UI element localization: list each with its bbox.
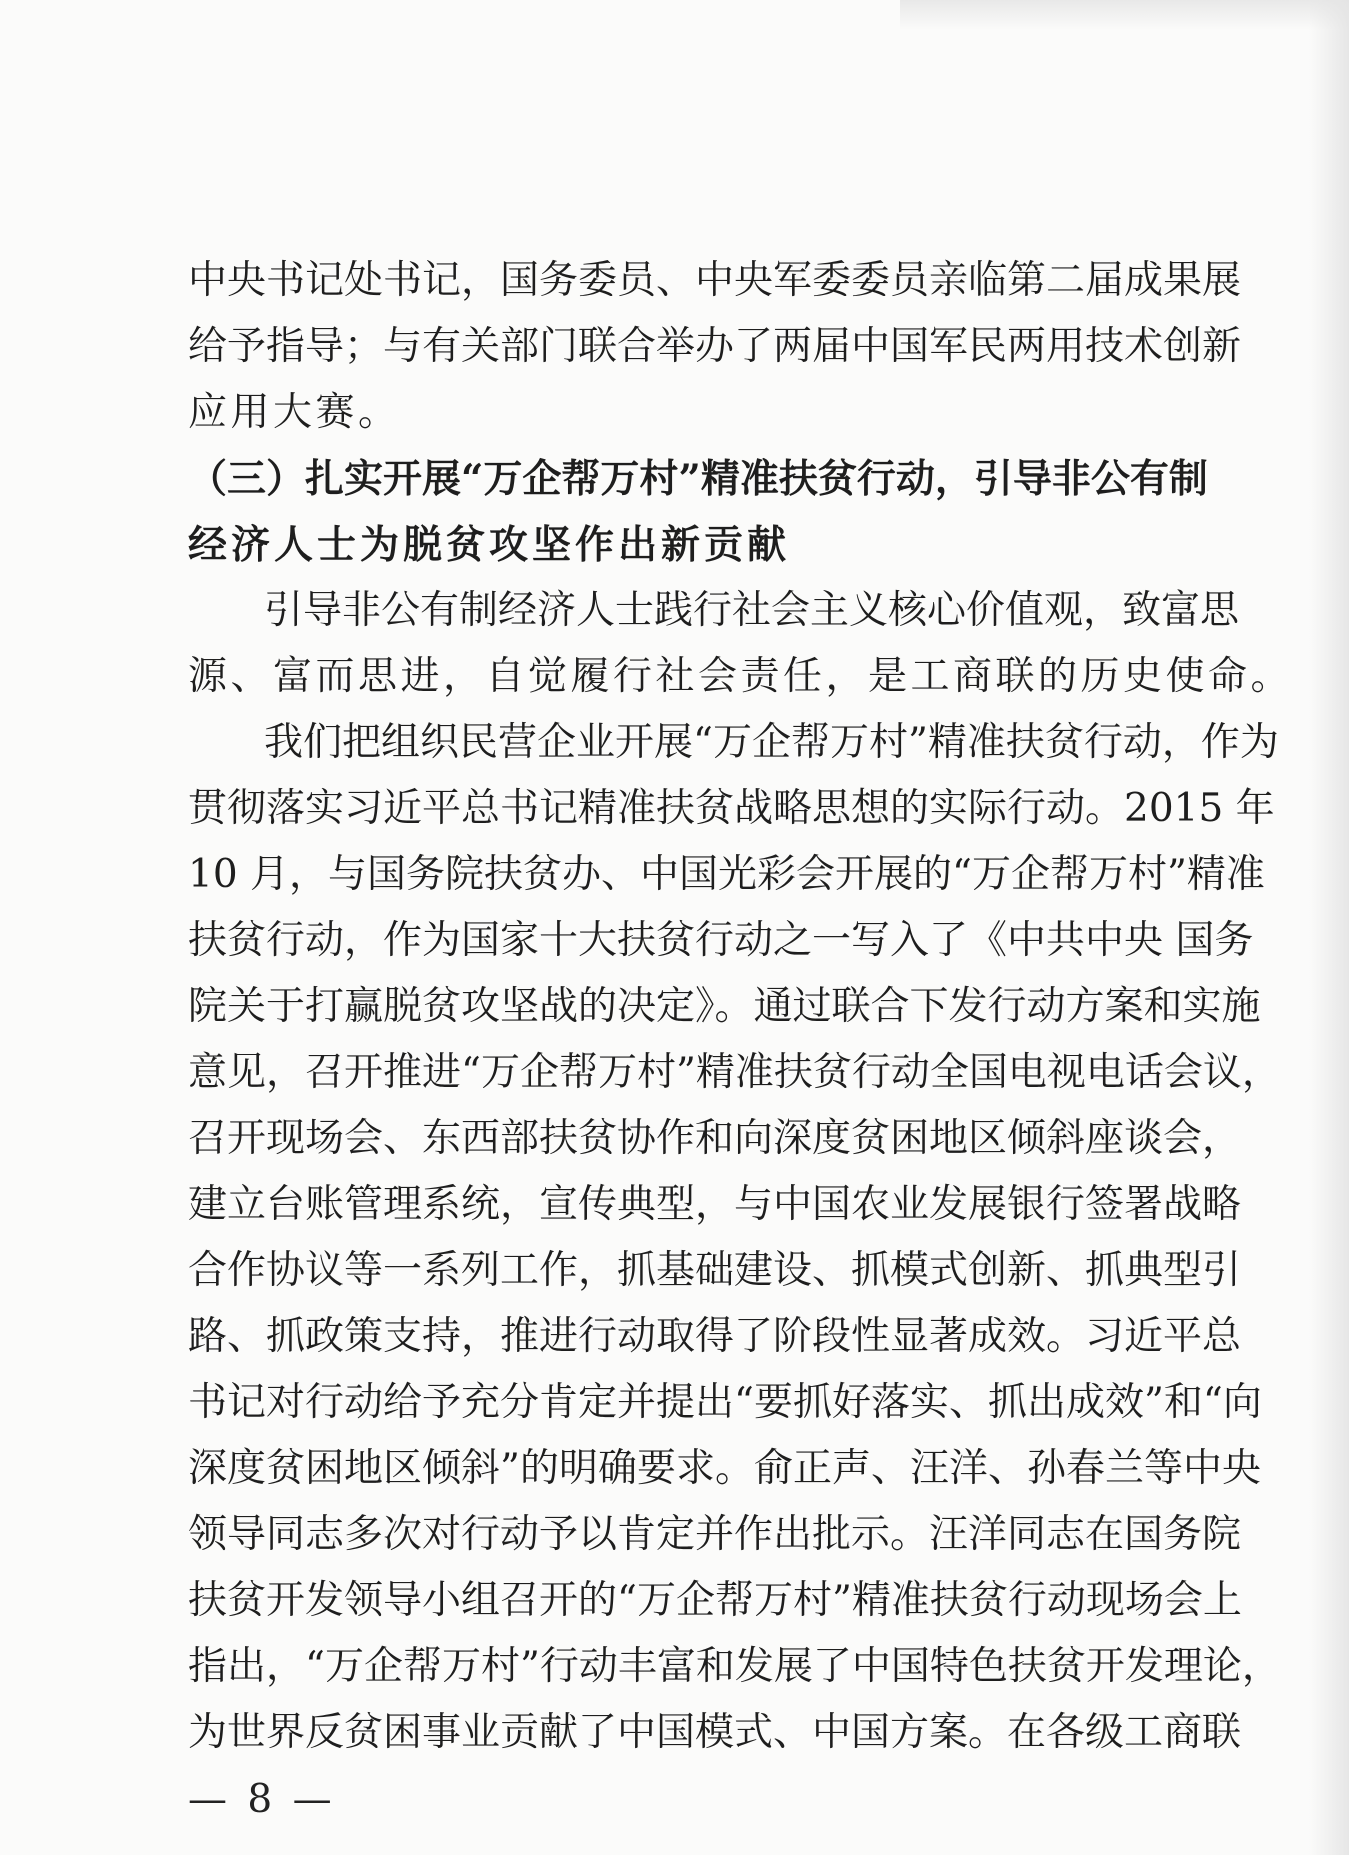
text-line: 建立台账管理系统，宣传典型，与中国农业发展银行签署战略 <box>188 1182 1242 1227</box>
section-heading-line: （三）扎实开展“万企帮万村”精准扶贫行动，引导非公有制 <box>188 456 1208 502</box>
text-line: 我们把组织民营企业开展“万企帮万村”精准扶贫行动，作为 <box>264 720 1279 765</box>
text-line: 意见，召开推进“万企帮万村”精准扶贫行动全国电视电话会议， <box>188 1050 1281 1095</box>
section-heading-line: 经济人士为脱贫攻坚作出新贡献 <box>188 522 791 568</box>
page-number: — 8 — <box>188 1777 336 1822</box>
text-line: 深度贫困地区倾斜”的明确要求。俞正声、汪洋、孙春兰等中央 <box>188 1446 1261 1491</box>
text-line: 指出，“万企帮万村”行动丰富和发展了中国特色扶贫开发理论， <box>188 1644 1281 1689</box>
text-line: 中央书记处书记，国务委员、中央军委委员亲临第二届成果展 <box>188 258 1242 303</box>
text-line: 源、富而思进，自觉履行社会责任，是工商联的历史使命。 <box>188 654 1294 699</box>
scan-shadow-right <box>1309 0 1349 1855</box>
text-line: 10 月，与国务院扶贫办、中国光彩会开展的“万企帮万村”精准 <box>188 852 1265 897</box>
text-line: 领导同志多次对行动予以肯定并作出批示。汪洋同志在国务院 <box>188 1512 1242 1557</box>
text-line: 扶贫行动，作为国家十大扶贫行动之一写入了《中共中央 国务 <box>188 918 1254 963</box>
text-line: 引导非公有制经济人士践行社会主义核心价值观，致富思 <box>264 588 1240 633</box>
text-line: 召开现场会、东西部扶贫协作和向深度贫困地区倾斜座谈会， <box>188 1116 1242 1161</box>
text-line: 合作协议等一系列工作，抓基础建设、抓模式创新、抓典型引 <box>188 1248 1242 1293</box>
text-line: 给予指导；与有关部门联合举办了两届中国军民两用技术创新 <box>188 324 1242 369</box>
text-line: 贯彻落实习近平总书记精准扶贫战略思想的实际行动。2015 年 <box>188 786 1275 831</box>
document-body <box>188 248 1294 1766</box>
text-line: 院关于打赢脱贫攻坚战的决定》。通过联合下发行动方案和实施 <box>188 984 1261 1029</box>
text-line: 书记对行动给予充分肯定并提出“要抓好落实、抓出成效”和“向 <box>188 1380 1262 1425</box>
scan-shadow-top <box>900 0 1349 30</box>
text-line: 应用大赛。 <box>188 390 401 435</box>
text-line: 路、抓政策支持，推进行动取得了阶段性显著成效。习近平总 <box>188 1314 1242 1359</box>
text-line: 为世界反贫困事业贡献了中国模式、中国方案。在各级工商联 <box>188 1710 1242 1755</box>
text-line: 扶贫开发领导小组召开的“万企帮万村”精准扶贫行动现场会上 <box>188 1578 1242 1623</box>
